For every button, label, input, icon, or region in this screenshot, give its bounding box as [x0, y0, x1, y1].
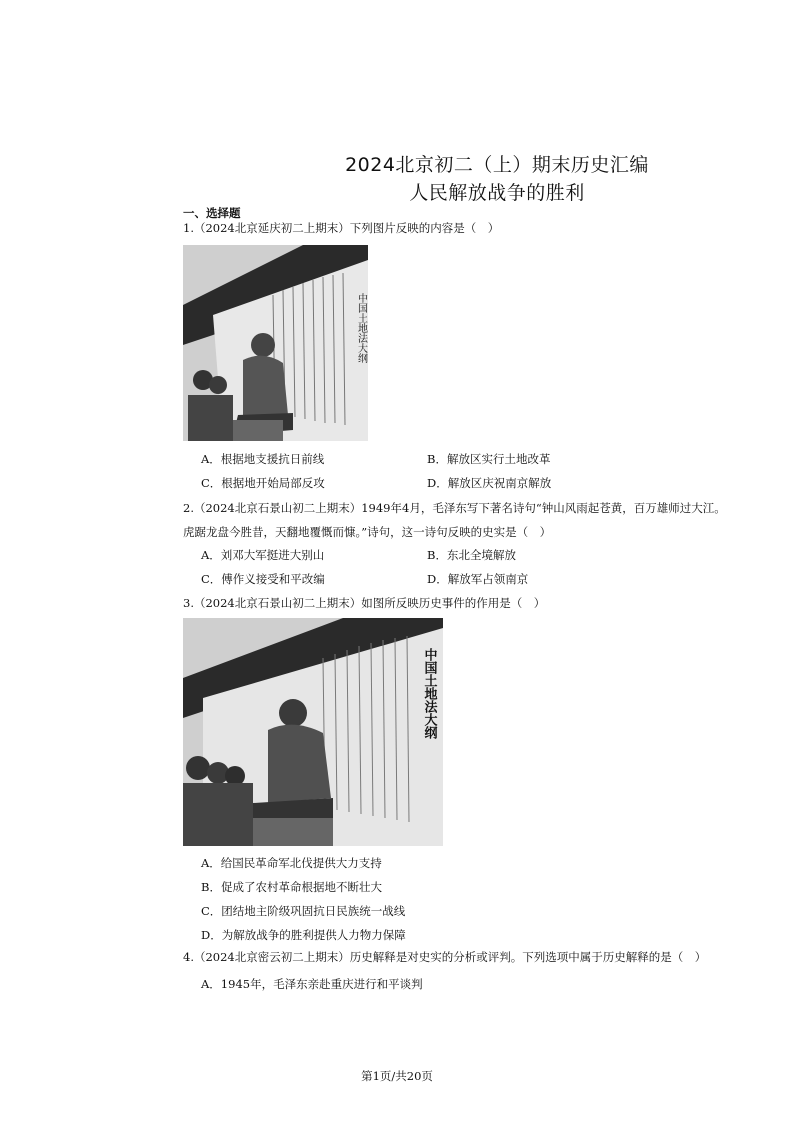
photo-caption-1: 中国土地法大纲	[355, 293, 367, 363]
q2-option-b[interactable]: B．东北全境解放	[427, 548, 516, 562]
page-title: 2024北京初二（上）期末历史汇编	[345, 154, 649, 176]
q1-option-a[interactable]: A．根据地支援抗日前线	[201, 452, 325, 466]
land-reform-photo-2	[183, 618, 443, 846]
q1-option-c[interactable]: C．根据地开始局部反攻	[201, 476, 325, 490]
question-1-stem: 1.（2024北京延庆初二上期末）下列图片反映的内容是（ ）	[183, 221, 500, 235]
q2-option-a[interactable]: A．刘邓大军挺进大别山	[201, 548, 325, 562]
q3-option-c[interactable]: C．团结地主阶级巩固抗日民族统一战线	[201, 904, 406, 918]
q1-option-b[interactable]: B．解放区实行土地改革	[427, 452, 551, 466]
question-1-photo	[183, 245, 368, 441]
question-4-stem: 4.（2024北京密云初二上期末）历史解释是对史实的分析或评判。下列选项中属于历史解释的是（ ）	[183, 950, 707, 964]
question-2-stem-line-1: 2.（2024北京石景山初二上期末）1949年4月，毛泽东写下著名诗句“钟山风雨起苍黄，百万雄师过大江。	[183, 501, 726, 515]
photo-caption-2: 中国土地法大纲	[421, 648, 437, 739]
question-2-stem-line-2: 虎踞龙盘今胜昔，天翻地覆慨而慷。”诗句，这一诗句反映的史实是（ ）	[183, 525, 552, 539]
q1-option-d[interactable]: D．解放区庆祝南京解放	[427, 476, 552, 490]
q4-option-a[interactable]: A．1945年，毛泽东亲赴重庆进行和平谈判	[201, 977, 423, 991]
page-subtitle: 人民解放战争的胜利	[409, 182, 585, 204]
q2-option-c[interactable]: C．傅作义接受和平改编	[201, 572, 325, 586]
question-3-stem: 3.（2024北京石景山初二上期末）如图所反映历史事件的作用是（ ）	[183, 596, 546, 610]
q3-option-d[interactable]: D．为解放战争的胜利提供人力物力保障	[201, 928, 406, 942]
q3-option-a[interactable]: A．给国民革命军北伐提供大力支持	[201, 856, 382, 870]
section-heading: 一、选择题	[183, 206, 241, 220]
land-reform-photo-1	[183, 245, 368, 441]
question-3-photo	[183, 618, 443, 846]
q3-option-b[interactable]: B．促成了农村革命根据地不断壮大	[201, 880, 382, 894]
q2-option-d[interactable]: D．解放军占领南京	[427, 572, 529, 586]
page-footer: 第1页/共20页	[361, 1069, 433, 1083]
